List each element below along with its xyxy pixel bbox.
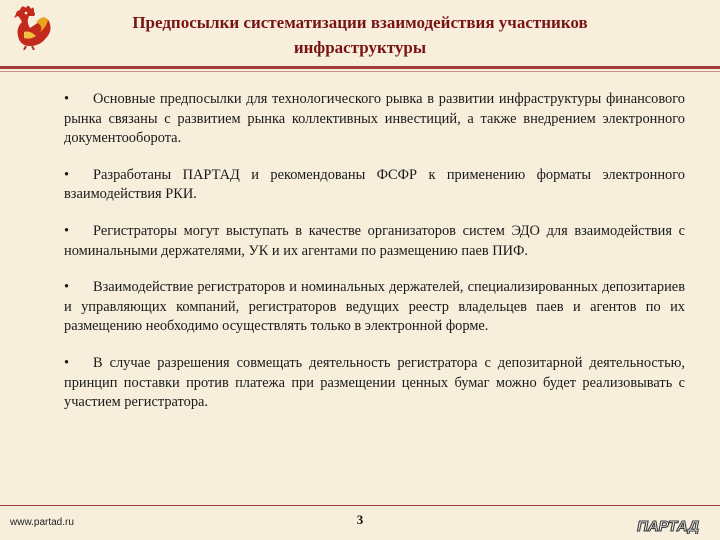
list-item-text: Основные предпосылки для технологического рывка в развитии инфраструктуры финансового рынка связаны с развитием рынка коллективных инвестиций, а также внедрением электронного документооборота. (64, 91, 685, 147)
list-item-text: Взаимодействие регистраторов и номинальных держателей, специализированных депозитариев и управляющих компаний, регистраторов ведущих реестр владельцев паев и агентов по их размещению необходимо осуществлять только в электронной форме. (64, 279, 685, 335)
bullet-list (64, 90, 685, 430)
footer-divider (0, 505, 720, 506)
bullet-icon: • (64, 279, 70, 296)
bullet-icon: • (64, 166, 70, 183)
bullet-icon: • (64, 222, 70, 239)
list-item (64, 222, 685, 261)
footer-website: www.partad.ru (10, 517, 74, 528)
list-item-text: Разработаны ПАРТАД и рекомендованы ФСФР к применению форматы электронного взаимодействия РКИ. (64, 166, 685, 203)
bullet-icon: • (64, 354, 70, 371)
header-divider (0, 66, 720, 69)
bullet-icon: • (64, 91, 70, 107)
list-item (64, 90, 685, 149)
page-title (60, 10, 660, 60)
partad-logo-text: ПАРТАД (637, 518, 699, 534)
title-line-2: инфраструктуры (293, 38, 427, 57)
rooster-logo-icon (6, 2, 52, 50)
title-line-1: Предпосылки систематизации взаимодействия участников (132, 13, 588, 32)
list-item (64, 166, 685, 205)
partad-logo (632, 516, 704, 534)
header-divider-thin (0, 71, 720, 72)
page-number: 3 (356, 512, 364, 527)
list-item (64, 278, 685, 337)
list-item-text: Регистраторы могут выступать в качестве организаторов систем ЭДО для взаимодействия с номинальными держателями, УК и их агентами по размещению паев ПИФ. (64, 222, 685, 259)
list-item-text: В случае разрешения совмещать деятельность регистратора с депозитарной деятельностью, принцип поставки против платежа при размещении ценных бумаг можно будет реализовывать с участием регистратора. (64, 354, 685, 411)
list-item (64, 354, 685, 413)
